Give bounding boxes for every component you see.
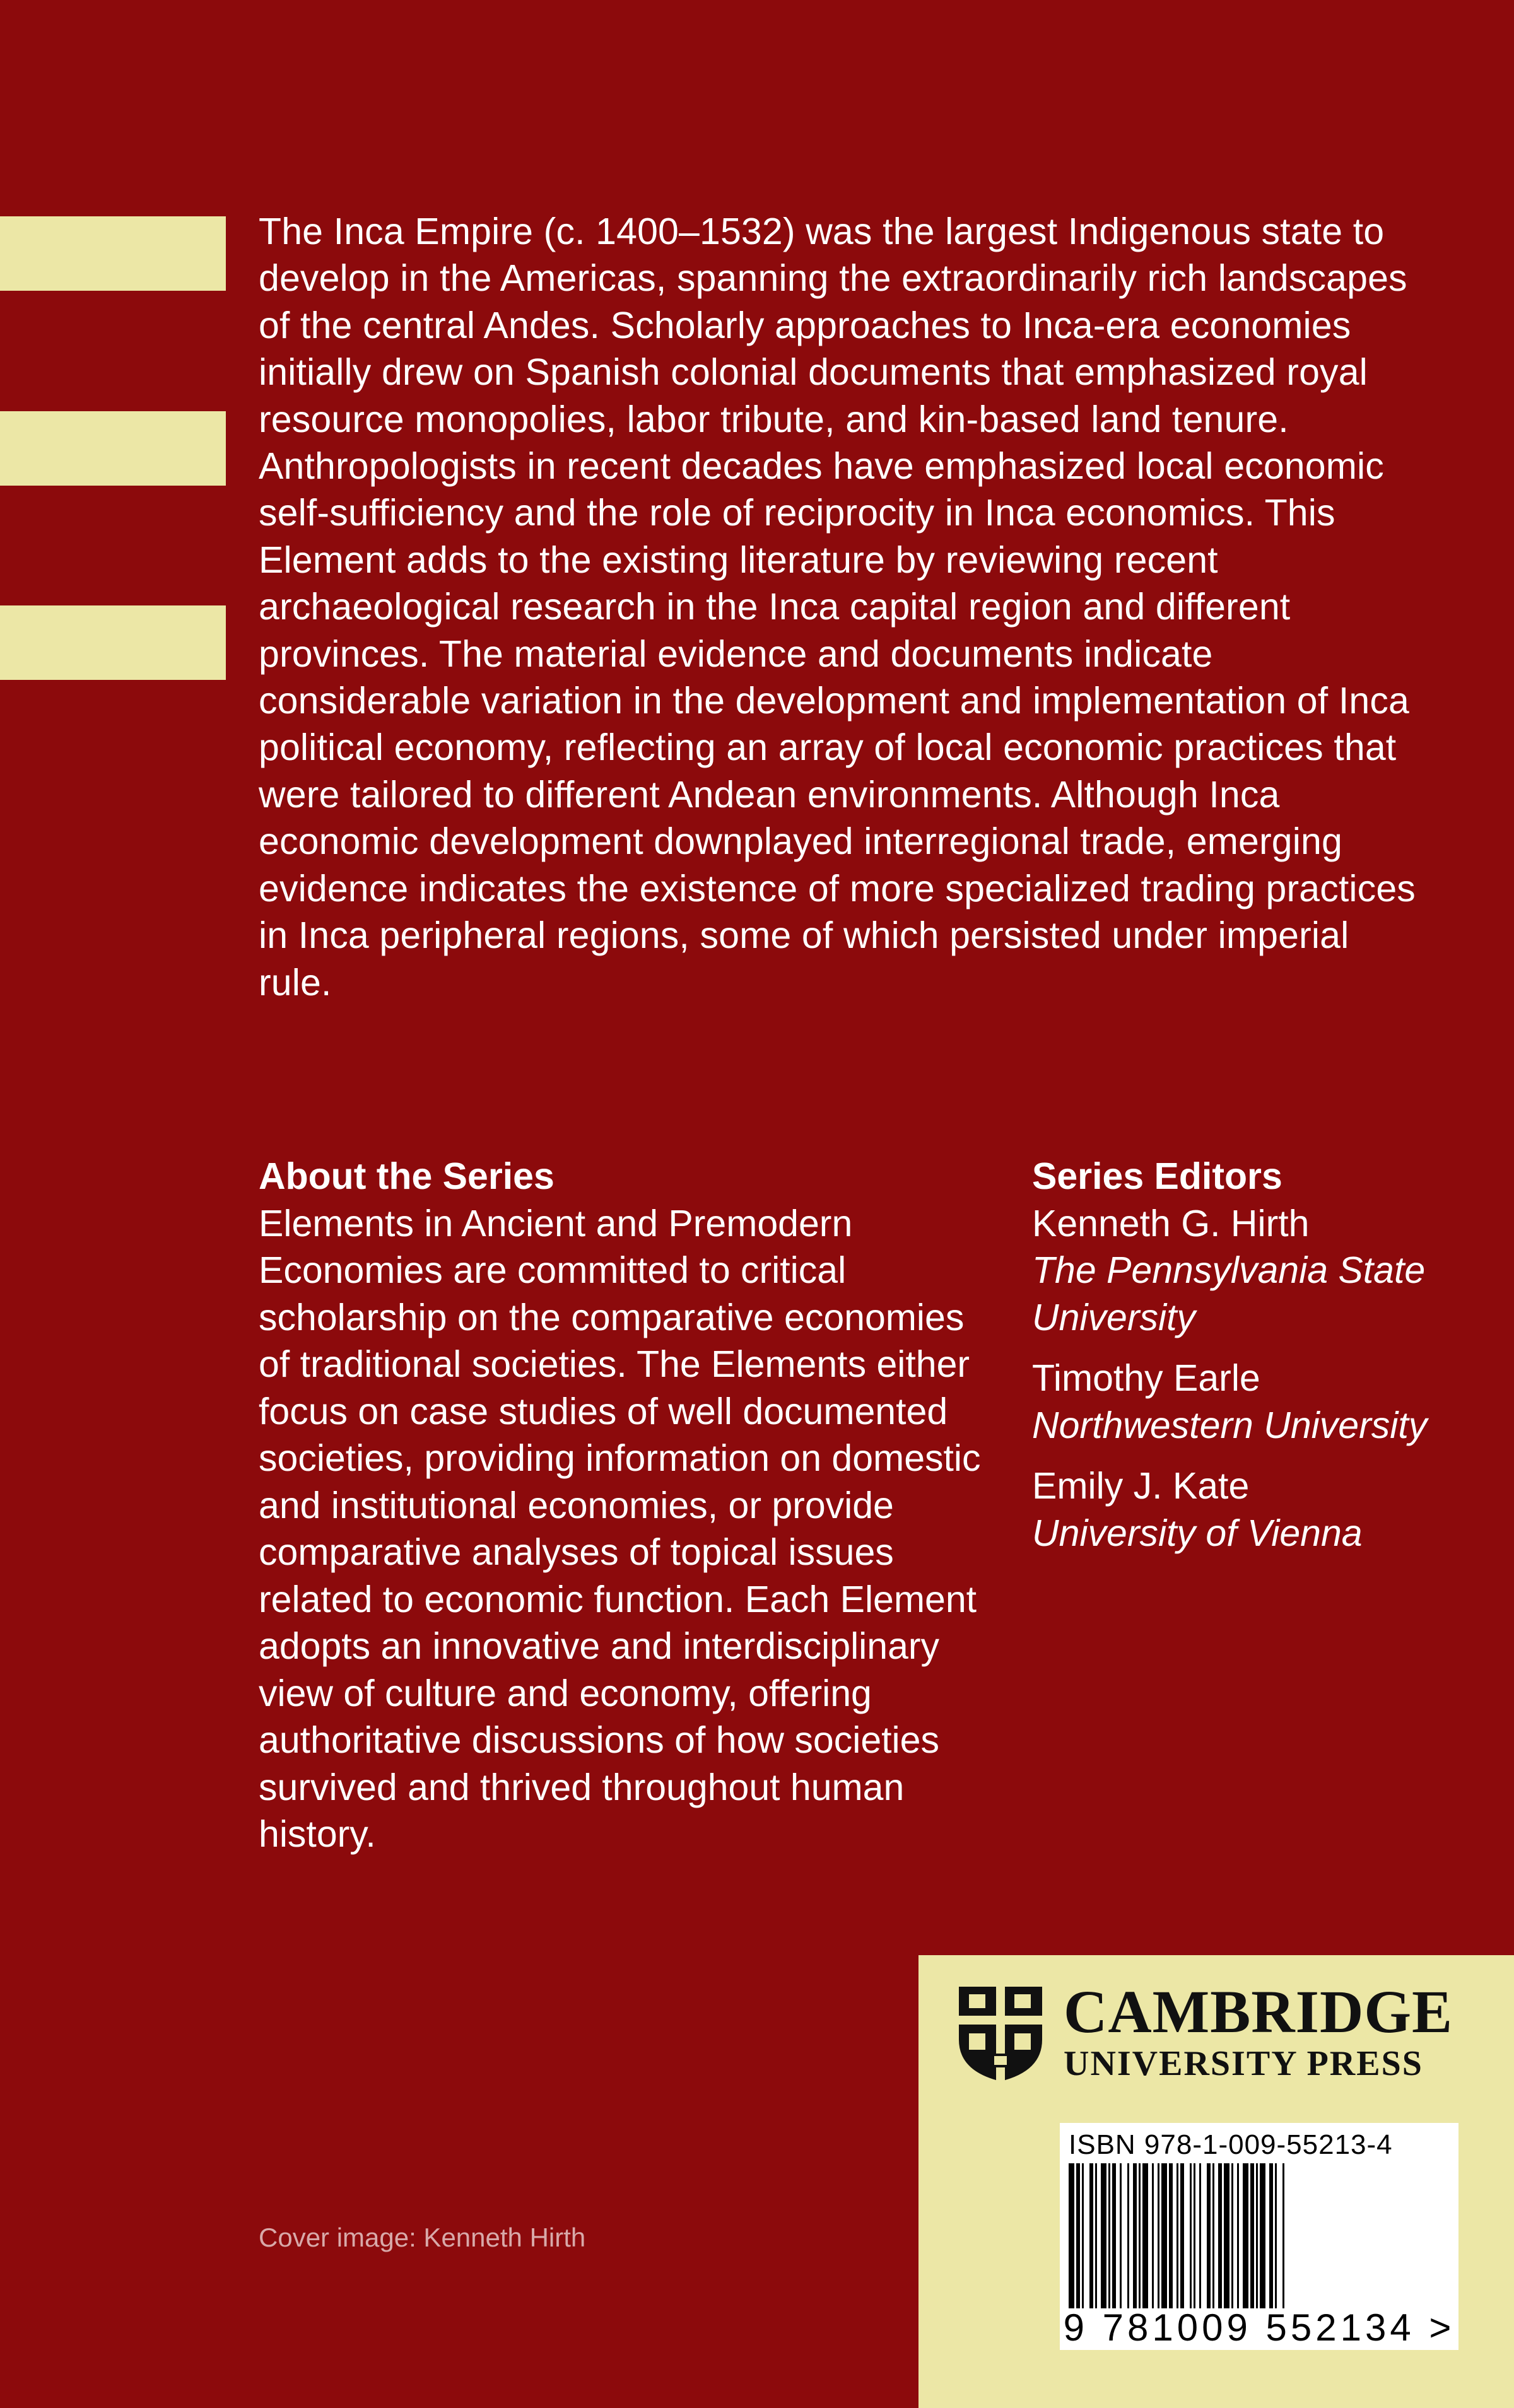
publisher-name-line2: UNIVERSITY PRESS [1064,2044,1423,2083]
decorative-stripe-2 [0,411,226,486]
isbn-label: ISBN 978-1-009-55213-4 [1069,2129,1393,2160]
barcode-bars [1066,2163,1452,2308]
isbn-barcode [1060,2123,1458,2350]
series-editors [1032,1153,1461,1570]
editor-entry [1032,1200,1461,1341]
cover-image-credit: Cover image: Kenneth Hirth [259,2223,586,2252]
about-heading: About the Series [259,1155,555,1197]
decorative-stripe-1 [0,216,226,291]
editor-affiliation: The Pennsylvania State University [1032,1249,1426,1338]
cambridge-crest-icon [956,1984,1045,2084]
editor-name: Emily J. Kate [1032,1465,1250,1507]
editor-entry [1032,1463,1461,1557]
editor-affiliation: Northwestern University [1032,1404,1428,1446]
editor-name: Timothy Earle [1032,1357,1260,1399]
publisher-panel [918,1955,1514,2408]
isbn-digits: 9 781009 552134 > [1063,2306,1455,2349]
decorative-stripe-3 [0,605,226,680]
about-the-series [259,1153,1003,1858]
about-text: Elements in Ancient and Premodern Economies are committed to critical scholarship on the comparative economies of traditional societies. The Elements either focus on case studies of well documented societies, providing information on domestic and institutional economies, or provide comparative analyses of topical issues related to economic function. Each Element adopts an innovative and interdisciplinary view of culture and economy, offering authoritative discussions of how societies survived and thrived throughout human history. [259,1202,981,1855]
editor-entry [1032,1355,1461,1449]
publisher-name [1064,1978,1453,2083]
editor-name: Kenneth G. Hirth [1032,1202,1310,1244]
editors-heading: Series Editors [1032,1155,1282,1197]
publisher-name-line1: CAMBRIDGE [1064,1978,1453,2045]
editor-affiliation: University of Vienna [1032,1512,1363,1554]
book-description: The Inca Empire (c. 1400–1532) was the largest Indigenous state to develop in the Americas, spanning the extraordinarily rich landscapes of the central Andes. Scholarly approaches to Inca-era economies initially drew on Spanish colonial documents that emphasized royal resource monopolies, labor tribute, and kin-based land tenure. Anthropologists in recent decades have emphasized local economic self-sufficiency and the role of reciprocity in Inca economics. This Element adds to the existing literature by reviewing recent archaeological research in the Inca capital region and different provinces. The material evidence and documents indicate considerable variation in the development and implementation of Inca political economy, reflecting an array of local economic practices that were tailored to different Andean environments. Although Inca economic development downplayed interregional trade, emerging evidence indicates the existence of more specialized trading practices in Inca peripheral regions, some of which persisted under imperial rule. [259,211,1416,1003]
